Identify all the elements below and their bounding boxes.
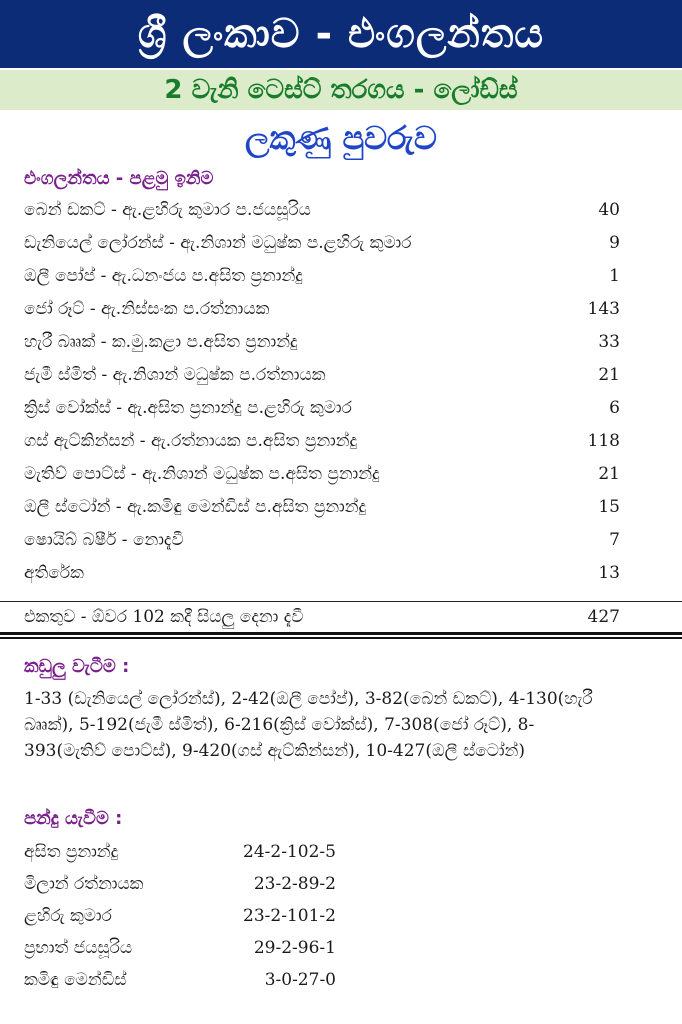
batter-runs: 40: [598, 200, 620, 220]
bowler-figures: 23-2-89-2: [253, 874, 336, 894]
match-subtitle-banner: [0, 70, 682, 110]
batter-dismissal: ඩැනියෙල් ලෝරන්ස් - ඇ.නිශාන් මධුෂ්ක ප.ළහිරු කුමාර: [24, 233, 412, 253]
batter-dismissal: ඔලී ස්ටෝන් - ඇ.කමිඳු මෙන්ඩිස් ප.අසිත ප්‍රනාන්දු: [24, 497, 367, 517]
batting-row: [0, 260, 682, 293]
divider: [0, 637, 682, 639]
bowling-table: [0, 836, 682, 996]
scorecard-title: ලකුණු පුවරුව: [245, 118, 437, 157]
batter-runs: 9: [609, 233, 620, 253]
match-title: ශ්‍රී ලංකාව - එංගලන්තය: [137, 11, 545, 57]
batting-row: [0, 194, 682, 227]
batter-dismissal: බෙන් ඩකට් - ඇ.ළහිරු කුමාර ප.ජයසූරිය: [24, 200, 311, 220]
bowling-row: [0, 932, 682, 964]
batter-runs: 6: [609, 398, 620, 418]
batter-runs: 21: [598, 365, 620, 385]
bowling-row: [0, 900, 682, 932]
bowler-name: මිලාන් රත්නායක: [24, 874, 144, 894]
fall-of-wickets-line: 1-33 (ඩැනියෙල් ලෝරන්ස්), 2-42(ඔලී පෝප්), 3-82(බෙන් ඩකට්), 4-130(හැරී: [24, 689, 593, 709]
batter-dismissal: ක්‍රිස් වෝක්ස් - ඇ.අසිත ප්‍රනාන්දු ප.ළහිරු කුමාර: [24, 398, 352, 418]
match-title-banner: [0, 0, 682, 68]
fall-of-wickets-heading: කඩුලු වැටීම :: [24, 656, 130, 677]
batting-row: [0, 458, 682, 491]
batter-runs: 118: [587, 431, 620, 451]
fall-of-wickets-line: බෲක්), 5-192(ජැමී ස්මිත්), 6-216(ක්‍රිස් වෝක්ස්), 7-308(ජෝ රූට්), 8-: [24, 715, 535, 735]
bowler-name: ළහිරු කුමාර: [24, 906, 112, 926]
batting-row: [0, 491, 682, 524]
batting-row: [0, 524, 682, 557]
bowling-heading: පන්දු යැවීම :: [24, 808, 123, 829]
batter-dismissal: හැරී බෲක් - ක.මු.කළා ප.අසිත ප්‍රනාන්දු: [24, 332, 298, 352]
extras-row: [0, 557, 682, 590]
batting-row: [0, 326, 682, 359]
bowling-row: [0, 964, 682, 996]
batting-row: [0, 293, 682, 326]
total-runs: 427: [587, 607, 620, 627]
batting-table: [0, 194, 682, 590]
batting-row: [0, 392, 682, 425]
extras-label: අතිරේක: [24, 563, 84, 583]
batting-heading: එංගලන්තය - පළමු ඉනිම: [24, 168, 214, 189]
bowler-name: කමිඳු මෙන්ඩිස්: [24, 970, 127, 990]
batter-runs: 1: [609, 266, 620, 286]
fall-of-wickets-text: [24, 686, 680, 764]
fall-of-wickets-line: 393(මැතිව් පොට්ස්), 9-420(ගස් ඇට්කින්සන්), 10-427(ඔලී ස්ටෝන්): [24, 741, 525, 761]
bowler-figures: 24-2-102-5: [243, 842, 336, 862]
batter-runs: 143: [587, 299, 620, 319]
bowler-figures: 29-2-96-1: [253, 938, 336, 958]
divider: [0, 632, 682, 635]
batter-runs: 21: [598, 464, 620, 484]
batter-runs: 15: [598, 497, 620, 517]
batter-dismissal: ජැමී ස්මිත් - ඇ.නිශාන් මධුෂ්ක ප.රත්නායක: [24, 365, 326, 385]
bowler-name: අසිත ප්‍රනාන්දු: [24, 842, 119, 862]
batting-row: [0, 359, 682, 392]
batter-runs: 7: [609, 530, 620, 550]
extras-runs: 13: [598, 563, 620, 583]
total-label: එකතුව - ඕවර 102 කදී සියලු දෙනා දැවී: [24, 607, 304, 627]
batter-dismissal: මැතිව් පොට්ස් - ඇ.නිශාන් මධුෂ්ක ප.අසිත ප්‍රනාන්දු: [24, 464, 380, 484]
bowling-row: [0, 868, 682, 900]
batter-dismissal: ඔලී පෝප් - ඇ.ධනංජය ප.අසිත ප්‍රනාන්දු: [24, 266, 303, 286]
match-subtitle: 2 වැනි ටෙස්ට් තරගය - ලෝඩ්ස්: [164, 74, 518, 105]
batting-row: [0, 425, 682, 458]
batter-dismissal: ජෝ රූට් - ඇ.නිස්සංක ප.රත්නායක: [24, 299, 270, 319]
total-row: [0, 601, 682, 632]
batting-row: [0, 227, 682, 260]
batter-dismissal: ෂොයිබ් බෂීර් - නොදැවී: [24, 530, 184, 550]
batter-dismissal: ගස් ඇට්කින්සන් - ඇ.රත්නායක ප.අසිත ප්‍රනාන්දු: [24, 431, 358, 451]
bowling-row: [0, 836, 682, 868]
bowler-figures: 3-0-27-0: [264, 970, 336, 990]
bowler-figures: 23-2-101-2: [243, 906, 336, 926]
batter-runs: 33: [598, 332, 620, 352]
bowler-name: ප්‍රභාත් ජයසූරිය: [24, 938, 133, 958]
